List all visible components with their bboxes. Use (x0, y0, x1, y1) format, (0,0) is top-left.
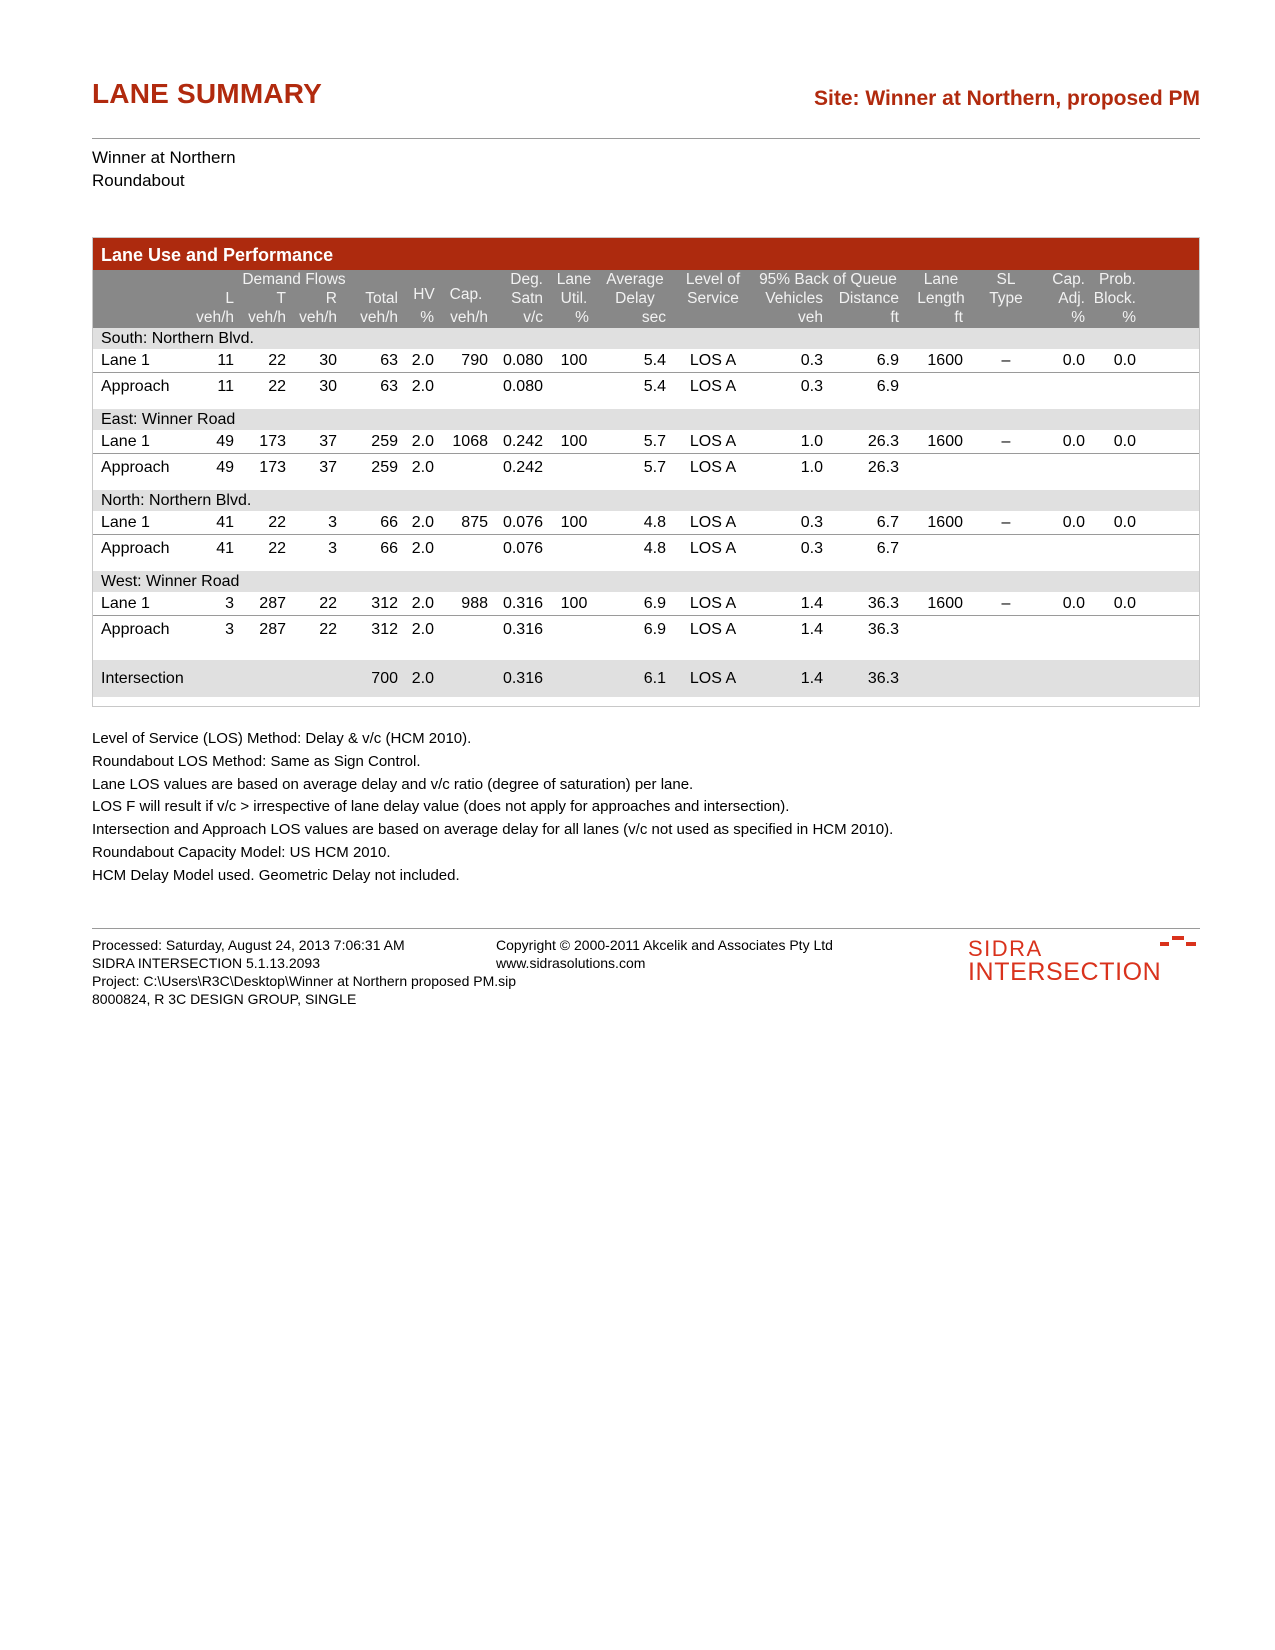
header-r: R (325, 290, 337, 307)
section-name: East: Winner Road (101, 410, 236, 428)
row-label: Approach (101, 459, 170, 476)
note-line: Roundabout LOS Method: Same as Sign Control. (92, 752, 421, 770)
site-title: Site: Winner at Northern, proposed PM (814, 87, 1200, 110)
intersection-row (93, 660, 1199, 697)
header-hv: HV (413, 286, 435, 303)
cell-queue-veh: 0.3 (800, 378, 823, 395)
cell-total: 312 (371, 594, 398, 612)
cell-hv: 2.0 (411, 669, 434, 687)
cell-l: 3 (225, 621, 234, 638)
cell-cap: 1068 (452, 432, 488, 450)
note-line: HCM Delay Model used. Geometric Delay not included. (92, 866, 460, 884)
lane-row (93, 349, 1199, 373)
cell-total: 312 (371, 621, 398, 638)
cell-total: 66 (380, 513, 398, 531)
cell-los: LOS A (689, 669, 737, 687)
header-l: L (225, 290, 234, 307)
cell-delay: 5.4 (643, 378, 666, 395)
cell-delay: 5.7 (643, 459, 666, 476)
header-hv-unit: % (420, 309, 434, 326)
cell-l: 41 (216, 540, 234, 557)
cell-t: 22 (268, 378, 286, 395)
cell-los: LOS A (689, 594, 737, 612)
cell-hv: 2.0 (411, 459, 434, 476)
lane-row (93, 430, 1199, 454)
cell-t: 287 (259, 594, 286, 612)
section-name: South: Northern Blvd. (101, 329, 254, 347)
header-t-unit: veh/h (248, 309, 286, 326)
cell-hv: 2.0 (411, 621, 434, 638)
processed-date: Processed: Saturday, August 24, 2013 7:06:31 AM (92, 937, 405, 953)
header-vehicles-unit: veh (798, 309, 823, 326)
table-title: Lane Use and Performance (93, 238, 1199, 270)
cell-queue-veh: 1.4 (800, 621, 823, 638)
header-deg: Deg. (510, 271, 543, 288)
site-subheading (92, 146, 236, 192)
note-line: Lane LOS values are based on average delay and v/c ratio (degree of saturation) per lane. (92, 775, 694, 793)
header-divider (92, 138, 1200, 139)
cell-queue-veh: 1.0 (800, 432, 823, 450)
header-lane-util-2: Util. (560, 290, 588, 307)
section-header (93, 490, 1199, 511)
header-los-2: Service (687, 290, 739, 307)
header-lane-length-1: Lane (923, 271, 959, 288)
header-avg-delay-unit: sec (641, 309, 666, 326)
header-t: T (276, 290, 286, 307)
cell-los: LOS A (689, 513, 737, 531)
cell-hv: 2.0 (411, 432, 434, 450)
cell-queue-veh: 0.3 (800, 513, 823, 531)
section-header (93, 328, 1199, 349)
cell-l: 11 (217, 351, 234, 369)
cell-queue-dist: 6.9 (876, 351, 899, 369)
cell-r: 22 (319, 594, 337, 612)
header-l-unit: veh/h (196, 309, 234, 326)
cell-hv: 2.0 (411, 513, 434, 531)
cell-queue-dist: 6.7 (876, 540, 899, 557)
cell-delay: 6.1 (643, 669, 666, 687)
cell-los: LOS A (689, 432, 737, 450)
footer-processing-info (92, 936, 516, 1008)
header-total: Total (365, 290, 398, 307)
cell-lane-length: 1600 (927, 594, 963, 612)
cell-deg-satn: 0.242 (502, 459, 543, 476)
cell-lane-util: 100 (560, 351, 588, 369)
cell-deg-satn: 0.242 (502, 432, 543, 450)
cell-queue-dist: 36.3 (867, 669, 899, 687)
cell-los: LOS A (689, 540, 737, 557)
cell-total: 63 (380, 378, 398, 395)
cell-cap: 875 (461, 513, 488, 531)
cell-l: 3 (225, 594, 234, 612)
cell-lane-util: 100 (560, 432, 588, 450)
note-line: Level of Service (LOS) Method: Delay & v/c (HCM 2010). (92, 730, 472, 747)
row-label: Lane 1 (101, 513, 150, 531)
cell-hv: 2.0 (411, 351, 434, 369)
website-link[interactable]: www.sidrasolutions.com (496, 955, 646, 971)
cell-deg-satn: 0.080 (502, 351, 543, 369)
logo-mark-icon (1158, 934, 1200, 952)
cell-r: 30 (319, 378, 337, 395)
section-name: North: Northern Blvd. (101, 491, 252, 509)
cell-sl-type: – (1001, 513, 1011, 531)
approach-row (93, 535, 1199, 563)
intersection-type: Roundabout (92, 171, 185, 190)
cell-prob-block: 0.0 (1113, 432, 1136, 450)
approach-row (93, 616, 1199, 644)
cell-t: 22 (268, 540, 286, 557)
cell-cap: 988 (461, 594, 488, 612)
cell-deg-satn: 0.080 (502, 378, 543, 395)
cell-l: 49 (216, 459, 234, 476)
cell-lane-length: 1600 (927, 432, 963, 450)
cell-queue-veh: 1.4 (800, 594, 823, 612)
header-demand-flows: Demand Flows (242, 271, 346, 288)
row-label: Intersection (101, 669, 184, 687)
row-label: Approach (101, 621, 170, 638)
copyright-text: Copyright © 2000-2011 Akcelik and Associates Pty Ltd (496, 937, 833, 953)
section-header (93, 571, 1199, 592)
cell-l: 11 (217, 378, 234, 395)
header-distance-unit: ft (890, 309, 899, 326)
header-vehicles: Vehicles (765, 290, 823, 307)
cell-hv: 2.0 (411, 378, 434, 395)
cell-deg-satn: 0.316 (502, 594, 543, 612)
header-cap: Cap. (449, 286, 483, 303)
spacer (93, 563, 1199, 571)
cell-l: 41 (216, 513, 234, 531)
license-info: 8000824, R 3C DESIGN GROUP, SINGLE (92, 991, 357, 1007)
cell-t: 173 (259, 459, 286, 476)
logo-text-intersection: INTERSECTION (968, 958, 1162, 986)
software-version: SIDRA INTERSECTION 5.1.13.2093 (92, 955, 320, 971)
lane-performance-table (92, 237, 1200, 707)
cell-hv: 2.0 (411, 594, 434, 612)
footer-divider (92, 928, 1200, 929)
note-line: Roundabout Capacity Model: US HCM 2010. (92, 843, 391, 861)
cell-r: 30 (319, 351, 337, 369)
cell-delay: 6.9 (643, 621, 666, 638)
cell-total: 700 (371, 669, 398, 687)
cell-t: 287 (259, 621, 286, 638)
cell-lane-util: 100 (560, 513, 588, 531)
cell-r: 37 (319, 459, 337, 476)
cell-cap-adj: 0.0 (1062, 594, 1085, 612)
cell-los: LOS A (689, 459, 737, 476)
cell-sl-type: – (1001, 432, 1011, 450)
page-title: LANE SUMMARY (92, 78, 323, 109)
cell-lane-util: 100 (560, 594, 588, 612)
cell-hv: 2.0 (411, 540, 434, 557)
cell-deg-satn: 0.076 (502, 540, 543, 557)
header-cap-unit: veh/h (450, 309, 488, 326)
cell-delay: 5.4 (643, 351, 666, 369)
cell-sl-type: – (1001, 351, 1011, 369)
cell-los: LOS A (689, 351, 737, 369)
header-lane-util-1: Lane (556, 271, 592, 288)
header-cap-adj-1: Cap. (1052, 271, 1085, 288)
cell-prob-block: 0.0 (1113, 351, 1136, 369)
cell-lane-length: 1600 (927, 513, 963, 531)
cell-t: 173 (259, 432, 286, 450)
cell-total: 63 (380, 351, 398, 369)
cell-r: 37 (319, 432, 337, 450)
lane-row (93, 511, 1199, 535)
header-avg-delay-1: Average (606, 271, 664, 288)
header-cap-adj-2: Adj. (1058, 290, 1085, 307)
header-distance: Distance (838, 290, 899, 307)
cell-cap: 790 (461, 351, 488, 369)
cell-los: LOS A (689, 378, 737, 395)
cell-queue-dist: 6.7 (876, 513, 899, 531)
cell-r: 3 (328, 513, 337, 531)
cell-cap-adj: 0.0 (1062, 432, 1085, 450)
cell-cap-adj: 0.0 (1062, 351, 1085, 369)
cell-t: 22 (268, 513, 286, 531)
cell-delay: 4.8 (643, 513, 666, 531)
cell-queue-veh: 1.0 (800, 459, 823, 476)
header-prob-unit: % (1122, 309, 1136, 326)
cell-queue-veh: 0.3 (800, 351, 823, 369)
row-label: Approach (101, 378, 170, 395)
section-name: West: Winner Road (101, 572, 240, 590)
header-lane-length-unit: ft (954, 309, 963, 326)
section-header (93, 409, 1199, 430)
project-path: Project: C:\Users\R3C\Desktop\Winner at Northern proposed PM.sip (92, 973, 517, 989)
header-prob-1: Prob. (1098, 271, 1136, 288)
method-notes (92, 728, 893, 888)
cell-sl-type: – (1001, 594, 1011, 612)
cell-queue-veh: 0.3 (800, 540, 823, 557)
cell-delay: 6.9 (643, 594, 666, 612)
cell-deg-satn: 0.076 (502, 513, 543, 531)
logo-text-sidra: SIDRA (968, 936, 1043, 961)
header-r-unit: veh/h (299, 309, 337, 326)
cell-r: 3 (328, 540, 337, 557)
cell-r: 22 (319, 621, 337, 638)
row-label: Lane 1 (101, 432, 150, 450)
cell-delay: 4.8 (643, 540, 666, 557)
header-prob-2: Block. (1093, 290, 1136, 307)
cell-queue-dist: 26.3 (867, 459, 899, 476)
header-sl-1: SL (996, 271, 1016, 288)
cell-delay: 5.7 (643, 432, 666, 450)
cell-queue-dist: 36.3 (867, 594, 899, 612)
approach-row (93, 454, 1199, 482)
cell-queue-dist: 36.3 (867, 621, 899, 638)
cell-queue-dist: 6.9 (876, 378, 899, 395)
cell-queue-veh: 1.4 (800, 669, 823, 687)
header-avg-delay-2: Delay (615, 290, 655, 307)
row-label: Lane 1 (101, 351, 150, 369)
cell-cap-adj: 0.0 (1062, 513, 1085, 531)
cell-queue-dist: 26.3 (867, 432, 899, 450)
cell-deg-satn: 0.316 (502, 669, 543, 687)
row-label: Lane 1 (101, 594, 150, 612)
sidra-logo (968, 934, 1200, 984)
header-cap-adj-unit: % (1071, 309, 1085, 326)
cell-deg-satn: 0.316 (502, 621, 543, 638)
header-los-1: Level of (685, 271, 741, 288)
cell-prob-block: 0.0 (1113, 513, 1136, 531)
cell-total: 259 (371, 459, 398, 476)
row-label: Approach (101, 540, 170, 557)
cell-t: 22 (268, 351, 286, 369)
header-lane-util-unit: % (575, 309, 589, 326)
header-lane-length-2: Length (917, 290, 965, 307)
header-sl-2: Type (989, 290, 1023, 307)
header-vc: v/c (523, 309, 543, 326)
note-line: LOS F will result if v/c > irrespective of lane delay value (does not apply for approaches and intersection). (92, 798, 790, 816)
cell-l: 49 (216, 432, 234, 450)
site-name: Winner at Northern (92, 148, 236, 167)
header-satn: Satn (511, 290, 543, 307)
cell-total: 259 (371, 432, 398, 450)
approach-row (93, 373, 1199, 401)
header-total-unit: veh/h (360, 309, 398, 326)
spacer (93, 401, 1199, 409)
spacer (93, 482, 1199, 490)
spacer (93, 644, 1199, 660)
header-back-of-queue: 95% Back of Queue (759, 271, 897, 288)
footer-copyright (496, 936, 833, 972)
cell-prob-block: 0.0 (1113, 594, 1136, 612)
cell-los: LOS A (689, 621, 737, 638)
lane-row (93, 592, 1199, 616)
note-line: Intersection and Approach LOS values are based on average delay for all lanes (v/c not used as specified in HCM 2010). (92, 821, 894, 839)
cell-lane-length: 1600 (927, 351, 963, 369)
table-header (93, 270, 1199, 328)
cell-total: 66 (380, 540, 398, 557)
